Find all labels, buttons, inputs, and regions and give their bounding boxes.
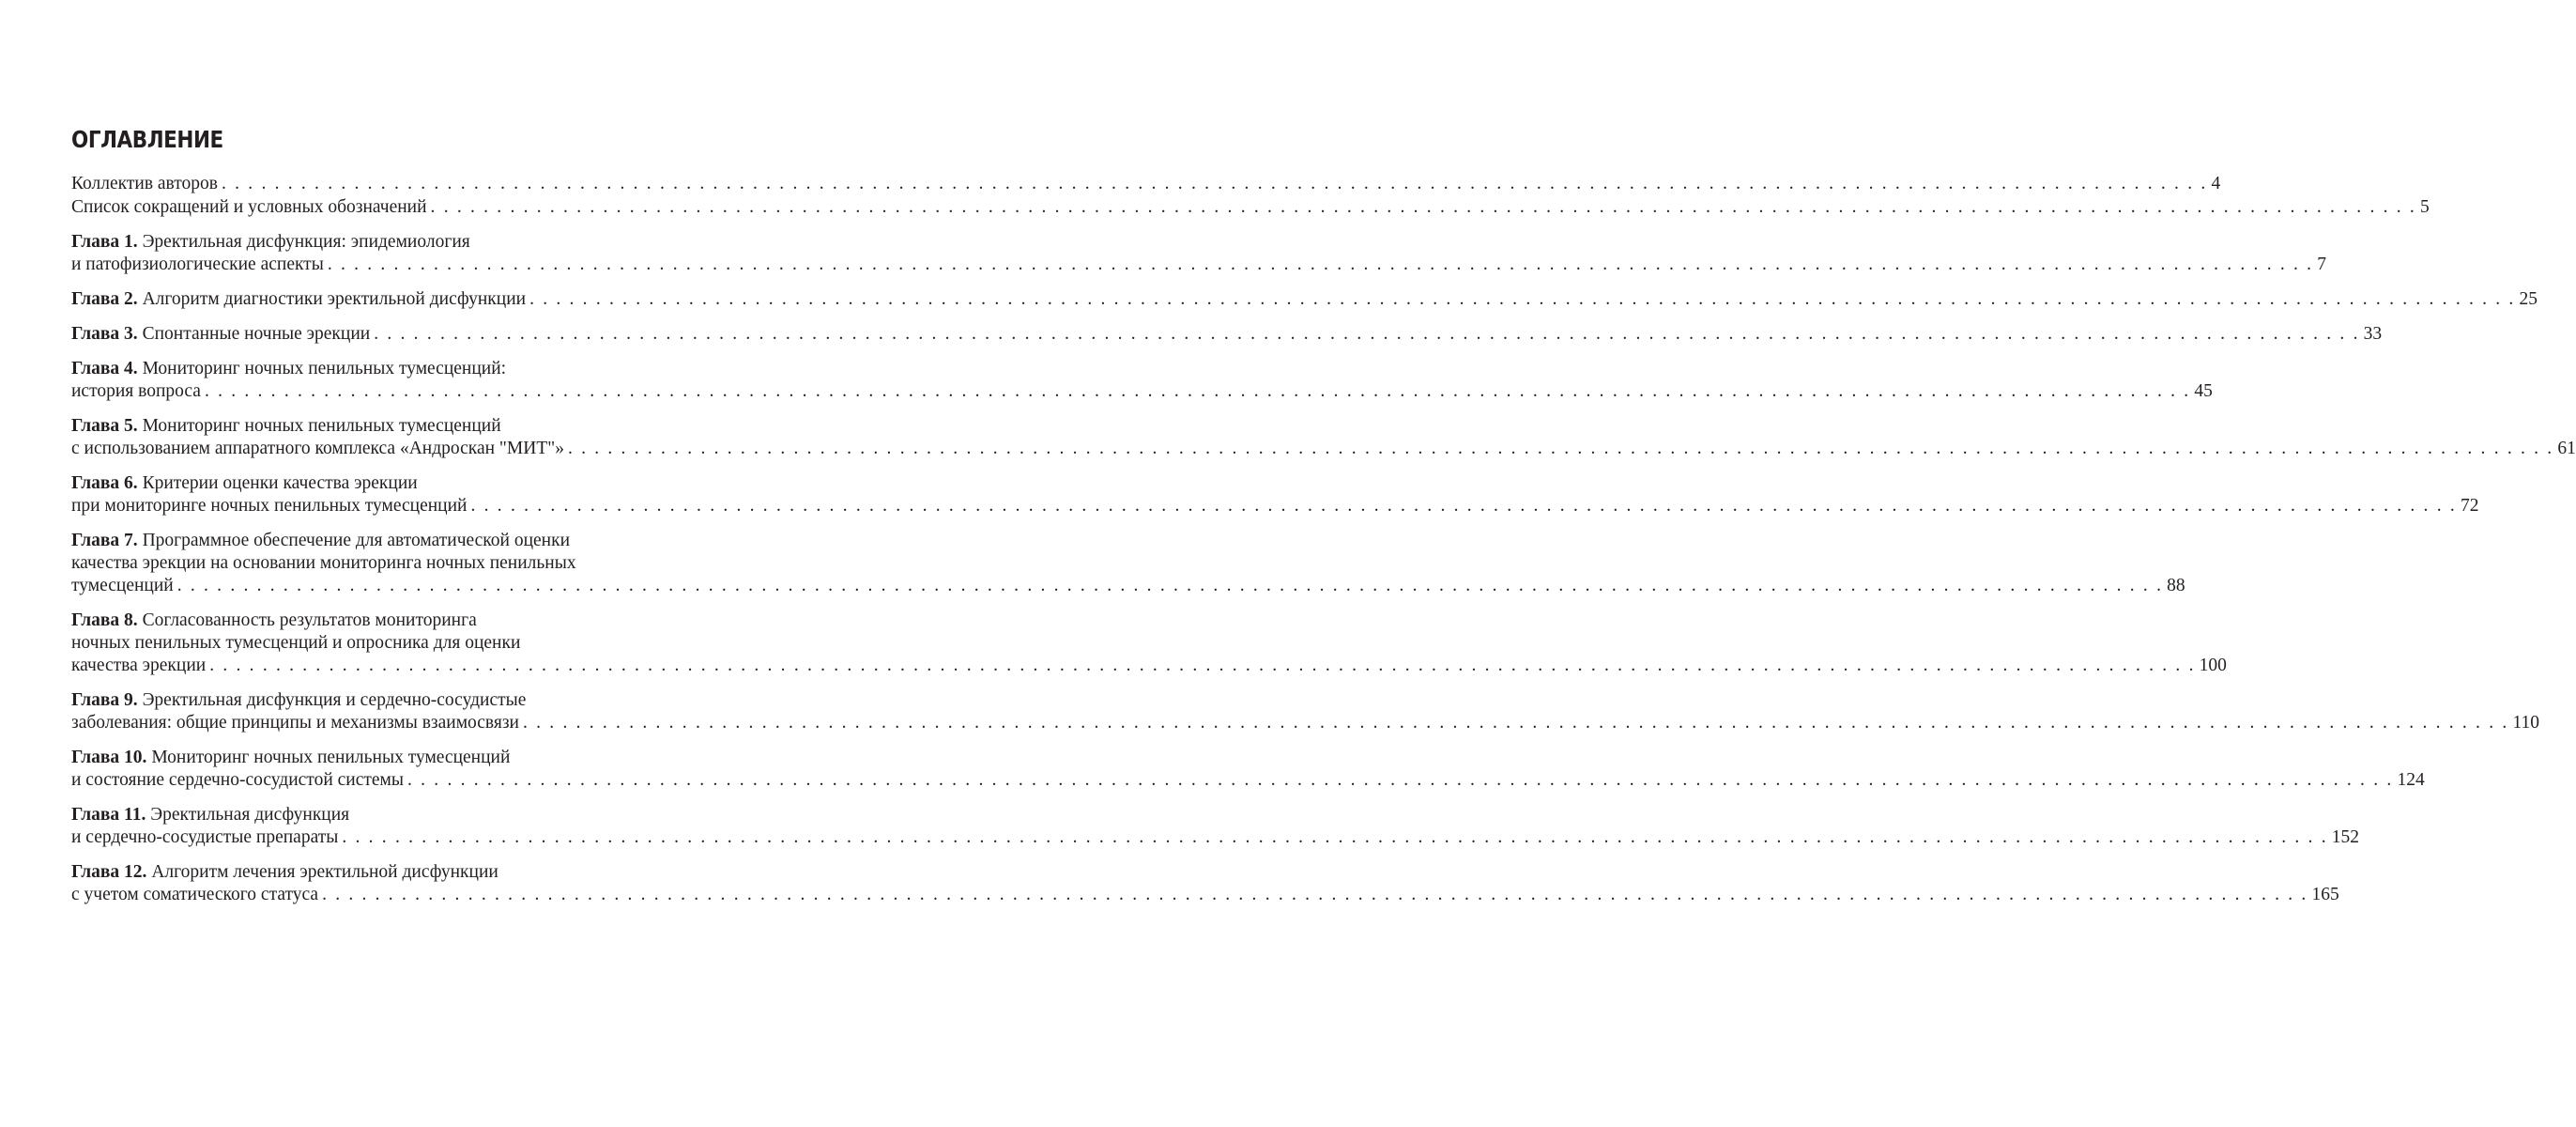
- entry-title-line: Эректильная дисфункция: эпидемиология: [142, 232, 470, 252]
- entry-title-line: при мониторинге ночных пенильных тумесценций: [71, 496, 468, 516]
- page-number[interactable]: 33: [2363, 324, 2383, 344]
- entry-title-line: и патофизиологические аспекты: [71, 255, 324, 274]
- entry-text: [71, 769, 404, 792]
- entry-title-line: с использованием аппаратного комплекса «Андроскан "МИТ"»: [71, 439, 564, 458]
- toc-line: [71, 438, 2576, 460]
- entry-text: [71, 231, 470, 254]
- entry-text: [71, 884, 318, 906]
- entry-title-line: качества эрекции на основании мониторинга ночных пенильных: [71, 553, 576, 573]
- page-number[interactable]: 110: [2512, 713, 2539, 733]
- entry-text: [71, 415, 501, 438]
- table-of-contents: [71, 173, 2576, 919]
- entry-text: [71, 826, 338, 849]
- toc-line: [71, 231, 720, 254]
- toc-line: [71, 747, 720, 769]
- page-number[interactable]: 88: [2167, 576, 2185, 595]
- dot-leader: . . . . . . . . . . . . . . . . . . . . . . . . . . . . . . . . . . . . . . . . . . . . . . . . . . . . . . . . . . . . . . . . . . . . . . . . . . . . . . . . . . . . . . . . . . . . . . . . . . . . . . . . . . . . . . . . . . . . . . . . . . . . . . . . . . . . . . . . . . . . . . . . . . . . . .: [407, 770, 2394, 790]
- chapter-label: Глава 5.: [71, 416, 138, 436]
- page-number[interactable]: 124: [2397, 770, 2425, 790]
- entry-title-line: ночных пенильных тумесценций и опросника для оценки: [71, 633, 521, 653]
- dot-leader: . . . . . . . . . . . . . . . . . . . . . . . . . . . . . . . . . . . . . . . . . . . . . . . . . . . . . . . . . . . . . . . . . . . . . . . . . . . . . . . . . . . . . . . . . . . . . . . . . . . . . . . . . . . . . . . . . . . . . . . . . . . . . . . . . . . . . . . . . . . . . . . . . . . . . .: [176, 576, 2164, 595]
- toc-entry[interactable]: [71, 323, 2383, 346]
- toc-line: [71, 196, 2430, 219]
- entry-text: [71, 438, 564, 460]
- page-number[interactable]: 165: [2311, 885, 2339, 904]
- entry-text: [71, 689, 526, 712]
- entry-title-line: заболевания: общие принципы и механизмы взаимосвязи: [71, 713, 519, 733]
- entry-text: [71, 173, 218, 195]
- toc-entry[interactable]: [71, 804, 2360, 849]
- page-number[interactable]: 7: [2317, 255, 2326, 274]
- entry-text: [71, 358, 506, 380]
- dot-leader: . . . . . . . . . . . . . . . . . . . . . . . . . . . . . . . . . . . . . . . . . . . . . . . . . . . . . . . . . . . . . . . . . . . . . . . . . . . . . . . . . . . . . . . . . . . . . . . . . . . . . . . . . . . . . . . . . . . . . . . . . . . . . . . . . . . . . . . . . . . . . . . . . . . . . .: [529, 289, 2516, 309]
- toc-line: [71, 358, 720, 380]
- toc-entry[interactable]: [71, 472, 2479, 517]
- entry-text: [71, 747, 510, 769]
- dot-leader: . . . . . . . . . . . . . . . . . . . . . . . . . . . . . . . . . . . . . . . . . . . . . . . . . . . . . . . . . . . . . . . . . . . . . . . . . . . . . . . . . . . . . . . . . . . . . . . . . . . . . . . . . . . . . . . . . . . . . . . . . . . . . . . . . . . . . . . . . . . . . . . . . . . . . .: [204, 381, 2191, 401]
- chapter-label: Глава 2.: [71, 289, 138, 309]
- entry-title-line: Согласованность результатов мониторинга: [142, 610, 477, 630]
- entry-title-line: Эректильная дисфункция и сердечно-сосудистые: [142, 690, 527, 710]
- toc-line: [71, 689, 720, 712]
- chapter-label: Глава 10.: [71, 748, 147, 767]
- entry-title-line: и сердечно-сосудистые препараты: [71, 827, 339, 847]
- toc-entry[interactable]: [71, 861, 2339, 906]
- toc-entry[interactable]: [71, 530, 2185, 597]
- entry-text: [71, 552, 576, 575]
- dot-leader: . . . . . . . . . . . . . . . . . . . . . . . . . . . . . . . . . . . . . . . . . . . . . . . . . . . . . . . . . . . . . . . . . . . . . . . . . . . . . . . . . . . . . . . . . . . . . . . . . . . . . . . . . . . . . . . . . . . . . . . . . . . . . . . . . . . . . . . . . . . . . . . . . . . . . .: [209, 656, 2196, 675]
- chapter-label: Глава 8.: [71, 610, 138, 630]
- toc-line: [71, 415, 720, 438]
- chapter-label: Глава 12.: [71, 862, 147, 882]
- entry-text: [71, 530, 570, 552]
- dot-leader: . . . . . . . . . . . . . . . . . . . . . . . . . . . . . . . . . . . . . . . . . . . . . . . . . . . . . . . . . . . . . . . . . . . . . . . . . . . . . . . . . . . . . . . . . . . . . . . . . . . . . . . . . . . . . . . . . . . . . . . . . . . . . . . . . . . . . . . . . . . . . . . . . . . . . .: [327, 255, 2314, 274]
- dot-leader: . . . . . . . . . . . . . . . . . . . . . . . . . . . . . . . . . . . . . . . . . . . . . . . . . . . . . . . . . . . . . . . . . . . . . . . . . . . . . . . . . . . . . . . . . . . . . . . . . . . . . . . . . . . . . . . . . . . . . . . . . . . . . . . . . . . . . . . . . . . . . . . . . . . . . .: [374, 324, 2360, 344]
- entry-title-line: Алгоритм диагностики эректильной дисфункции: [142, 289, 527, 309]
- page-number[interactable]: 100: [2199, 656, 2227, 675]
- toc-line: [71, 323, 2383, 346]
- entry-title-line: Список сокращений и условных обозначений: [71, 197, 427, 217]
- chapter-label: Глава 3.: [71, 324, 138, 344]
- entry-title-line: и состояние сердечно-сосудистой системы: [71, 770, 404, 790]
- toc-entry[interactable]: [71, 173, 2221, 195]
- chapter-label: Глава 7.: [71, 531, 138, 550]
- toc-line: [71, 380, 2213, 403]
- chapter-label: Глава 4.: [71, 359, 138, 378]
- toc-line: [71, 712, 2539, 734]
- dot-leader: . . . . . . . . . . . . . . . . . . . . . . . . . . . . . . . . . . . . . . . . . . . . . . . . . . . . . . . . . . . . . . . . . . . . . . . . . . . . . . . . . . . . . . . . . . . . . . . . . . . . . . . . . . . . . . . . . . . . . . . . . . . . . . . . . . . . . . . . . . . . . . . . . . . . . .: [567, 439, 2554, 458]
- page-number[interactable]: 61: [2557, 439, 2576, 458]
- entry-title-line: Мониторинг ночных пенильных тумесценций:: [142, 359, 507, 378]
- chapter-label: Глава 11.: [71, 805, 146, 825]
- toc-line: [71, 655, 2227, 677]
- entry-text: [71, 575, 174, 597]
- entry-title-line: с учетом соматического статуса: [71, 885, 319, 904]
- toc-entry[interactable]: [71, 689, 2539, 734]
- entry-title-line: Алгоритм лечения эректильной дисфункции: [151, 862, 498, 882]
- toc-entry[interactable]: [71, 415, 2576, 460]
- page-number[interactable]: 4: [2211, 174, 2221, 193]
- page-title: ОГЛАВЛЕНИЕ: [71, 126, 223, 153]
- entry-title-line: история вопроса: [71, 381, 201, 401]
- entry-text: [71, 610, 477, 632]
- entry-text: [71, 380, 201, 403]
- entry-title-line: Программное обеспечение для автоматической оценки: [142, 531, 571, 550]
- dot-leader: . . . . . . . . . . . . . . . . . . . . . . . . . . . . . . . . . . . . . . . . . . . . . . . . . . . . . . . . . . . . . . . . . . . . . . . . . . . . . . . . . . . . . . . . . . . . . . . . . . . . . . . . . . . . . . . . . . . . . . . . . . . . . . . . . . . . . . . . . . . . . . . . . . . . . .: [322, 885, 2308, 904]
- entry-title-line: тумесценций: [71, 576, 174, 595]
- toc-line: [71, 288, 2538, 311]
- entry-text: [71, 196, 427, 219]
- entry-title-line: Спонтанные ночные эрекции: [142, 324, 371, 344]
- page-number[interactable]: 25: [2519, 289, 2538, 309]
- toc-line: [71, 472, 720, 495]
- chapter-label: Глава 9.: [71, 690, 138, 710]
- toc-line: [71, 610, 720, 632]
- toc-line: [71, 495, 2479, 517]
- page-number[interactable]: 152: [2331, 827, 2360, 847]
- toc-entry[interactable]: [71, 358, 2213, 403]
- entry-title-line: качества эрекции: [71, 656, 207, 675]
- entry-text: [71, 288, 526, 311]
- toc-line: [71, 173, 2221, 195]
- dot-leader: . . . . . . . . . . . . . . . . . . . . . . . . . . . . . . . . . . . . . . . . . . . . . . . . . . . . . . . . . . . . . . . . . . . . . . . . . . . . . . . . . . . . . . . . . . . . . . . . . . . . . . . . . . . . . . . . . . . . . . . . . . . . . . . . . . . . . . . . . . . . . . . . . . . . . .: [523, 713, 2509, 733]
- entry-text: [71, 632, 520, 655]
- chapter-label: Глава 1.: [71, 232, 138, 252]
- toc-line: [71, 575, 2185, 597]
- toc-entry[interactable]: [71, 196, 2430, 219]
- entry-title-line: Эректильная дисфункция: [150, 805, 350, 825]
- entry-text: [71, 712, 519, 734]
- entry-text: [71, 254, 324, 276]
- toc-line: [71, 826, 2360, 849]
- toc-line: [71, 861, 720, 884]
- toc-line: [71, 632, 720, 655]
- toc-line: [71, 530, 720, 552]
- entry-title-line: Мониторинг ночных пенильных тумесценций: [142, 416, 501, 436]
- entry-text: [71, 472, 418, 495]
- dot-leader: . . . . . . . . . . . . . . . . . . . . . . . . . . . . . . . . . . . . . . . . . . . . . . . . . . . . . . . . . . . . . . . . . . . . . . . . . . . . . . . . . . . . . . . . . . . . . . . . . . . . . . . . . . . . . . . . . . . . . . . . . . . . . . . . . . . . . . . . . . . . . . . . . . . . . .: [342, 827, 2328, 847]
- page-number[interactable]: 72: [2460, 496, 2479, 516]
- toc-line: [71, 254, 2326, 276]
- toc-line: [71, 552, 720, 575]
- entry-text: [71, 804, 349, 826]
- dot-leader: . . . . . . . . . . . . . . . . . . . . . . . . . . . . . . . . . . . . . . . . . . . . . . . . . . . . . . . . . . . . . . . . . . . . . . . . . . . . . . . . . . . . . . . . . . . . . . . . . . . . . . . . . . . . . . . . . . . . . . . . . . . . . . . . . . . . . . . . . . . . . . . . . . . . . .: [470, 496, 2457, 516]
- chapter-label: Глава 6.: [71, 473, 138, 493]
- entry-text: [71, 861, 498, 884]
- toc-entry[interactable]: [71, 231, 2326, 276]
- toc-entry[interactable]: [71, 610, 2227, 677]
- dot-leader: . . . . . . . . . . . . . . . . . . . . . . . . . . . . . . . . . . . . . . . . . . . . . . . . . . . . . . . . . . . . . . . . . . . . . . . . . . . . . . . . . . . . . . . . . . . . . . . . . . . . . . . . . . . . . . . . . . . . . . . . . . . . . . . . . . . . . . . . . . . . . . . . . . . . . .: [222, 174, 2208, 193]
- entry-text: [71, 323, 370, 346]
- entry-title-line: Коллектив авторов: [71, 174, 218, 193]
- entry-text: [71, 495, 468, 517]
- dot-leader: . . . . . . . . . . . . . . . . . . . . . . . . . . . . . . . . . . . . . . . . . . . . . . . . . . . . . . . . . . . . . . . . . . . . . . . . . . . . . . . . . . . . . . . . . . . . . . . . . . . . . . . . . . . . . . . . . . . . . . . . . . . . . . . . . . . . . . . . . . . . . . . . . . . . . .: [430, 197, 2416, 217]
- entry-title-line: Критерии оценки качества эрекции: [142, 473, 418, 493]
- page-number[interactable]: 45: [2194, 381, 2213, 401]
- toc-line: [71, 769, 2425, 792]
- toc-entry[interactable]: [71, 747, 2425, 792]
- entry-title-line: Мониторинг ночных пенильных тумесценций: [151, 748, 511, 767]
- toc-line: [71, 884, 2339, 906]
- toc-line: [71, 804, 720, 826]
- entry-text: [71, 655, 206, 677]
- toc-entry[interactable]: [71, 288, 2538, 311]
- page-number[interactable]: 5: [2419, 197, 2430, 217]
